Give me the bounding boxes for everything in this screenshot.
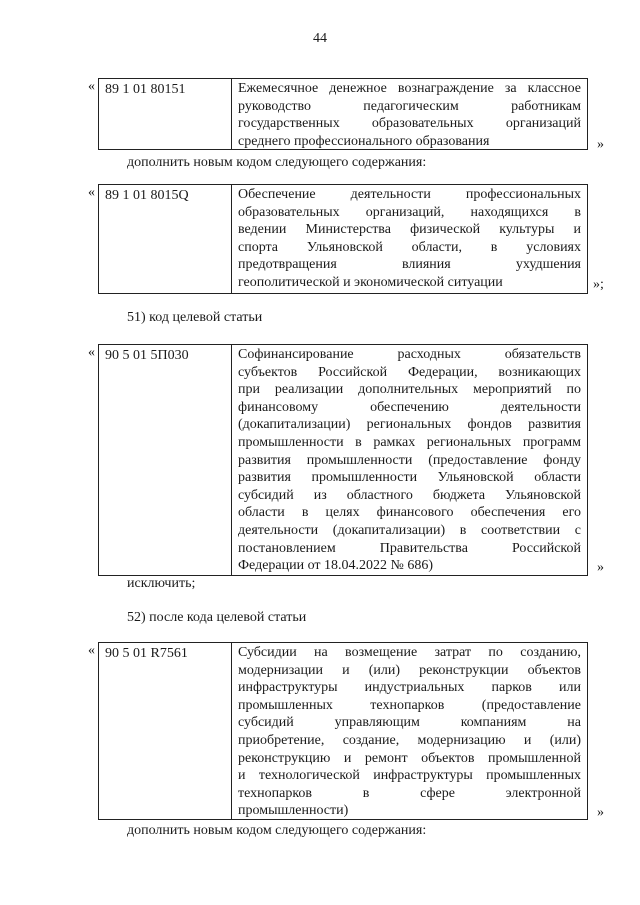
description-line: субъектов Российской Федерации, возникающих (238, 364, 581, 380)
description-line: Софинансирование расходных обязательств (238, 347, 581, 362)
description-line: Субсидии на возмещение затрат по созданию, (238, 645, 581, 660)
target-code: 90 5 01 R7561 (99, 643, 232, 819)
item-51-heading: 51) код целевой статьи (127, 310, 263, 325)
description-line: предотвращения влияния ухудшения (238, 257, 581, 273)
target-code: 89 1 01 80151 (99, 79, 232, 149)
description-line: постановлением Правительства Российской (238, 540, 581, 556)
description-line: приобретение, создание, модернизацию и (или) (238, 732, 581, 748)
page-number: 44 (313, 31, 327, 46)
code-table-2 (98, 184, 588, 294)
open-quote: « (88, 185, 95, 200)
description-line: Федерации от 18.04.2022 № 686) (238, 558, 434, 574)
description-line: руководство педагогическим работникам (238, 98, 581, 114)
code-table-4 (98, 642, 588, 820)
description-line: и технологической инфраструктуры промышленных (238, 768, 581, 784)
description-line: ведении Министерства физической культуры и (238, 222, 581, 238)
description-line: развития промышленности Ульяновской области (238, 470, 581, 486)
open-quote: « (88, 79, 95, 94)
instruction-exclude: исключить; (127, 576, 196, 591)
description-line: субсидий из областного бюджета Ульяновской (238, 487, 581, 503)
description-line: государственных образовательных организаций (238, 116, 581, 132)
description-line: развития промышленности (предоставление фонду (238, 452, 581, 468)
description-line: промышленности в рамках региональных программ (238, 434, 581, 450)
code-table-3 (98, 344, 588, 576)
description-line: образовательных организаций, находящихся в (238, 204, 581, 220)
code-description (232, 79, 587, 149)
target-code: 89 1 01 8015Q (99, 185, 232, 293)
instruction-supplement: дополнить новым кодом следующего содержания: (127, 823, 427, 838)
close-quote: » (597, 805, 604, 820)
description-line: субсидий управляющим компаниям на (238, 715, 581, 731)
description-line: реконструкцию и ремонт объектов промышленной (238, 750, 581, 766)
close-quote: » (597, 137, 604, 152)
description-line: модернизации и (или) реконструкции объектов (238, 662, 581, 678)
description-line: среднего профессионального образования (238, 133, 490, 149)
description-line: промышленности) (238, 803, 349, 819)
description-line: при реализации дополнительных мероприятий по (238, 382, 581, 398)
code-table-1 (98, 78, 588, 150)
code-description (232, 643, 587, 819)
item-52-heading: 52) после кода целевой статьи (127, 610, 307, 625)
open-quote: « (88, 643, 95, 658)
description-line: технопарков в сфере электронной (238, 785, 581, 801)
description-line: финансовому обеспечению деятельности (238, 399, 581, 415)
close-quote: » (597, 560, 604, 575)
description-line: Обеспечение деятельности профессиональных (238, 187, 581, 202)
description-line: Ежемесячное денежное вознаграждение за классное (238, 81, 581, 96)
open-quote: « (88, 345, 95, 360)
description-line: деятельности (докапитализации) в соответствии с (238, 522, 581, 538)
description-line: спорта Ульяновской области, в условиях (238, 239, 581, 255)
code-description (232, 185, 587, 293)
description-line: геополитической и экономической ситуации (238, 274, 503, 290)
description-line: области в целях финансового обеспечения его (238, 505, 581, 521)
target-code: 90 5 01 5П030 (99, 345, 232, 575)
description-line: инфраструктуры индустриальных парков или (238, 680, 581, 696)
code-description (232, 345, 587, 575)
close-quote-semicolon: »; (593, 277, 604, 292)
description-line: промышленных технопарков (предоставление (238, 697, 581, 713)
instruction-supplement: дополнить новым кодом следующего содержания: (127, 155, 427, 170)
description-line: (докапитализации) региональных фондов развития (238, 417, 581, 433)
